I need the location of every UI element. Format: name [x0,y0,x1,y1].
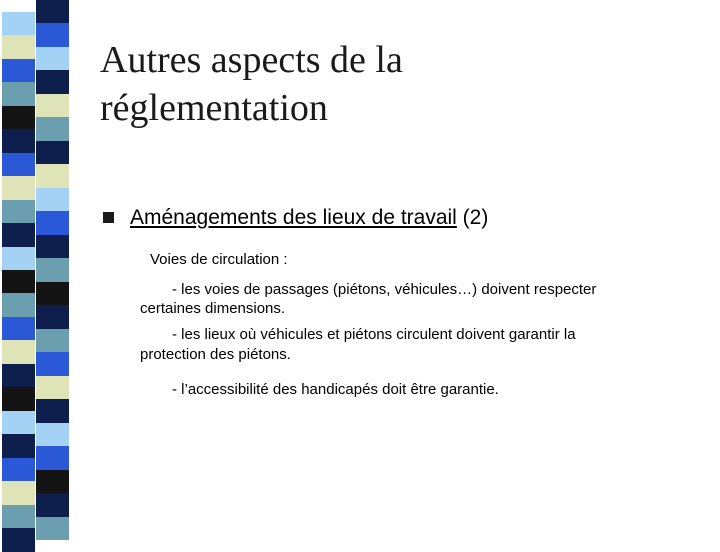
heading-suffix: (2) [456,206,489,229]
stripe-block [36,329,69,353]
stripe-block [2,434,35,458]
stripe-block [2,458,35,482]
decorative-color-stripe [0,0,74,540]
stripe-block [36,258,69,282]
stripe-block [2,270,35,294]
stripe-block [2,223,35,247]
stripe-block [36,0,69,24]
stripe-block [36,305,69,329]
stripe-block [2,387,35,411]
stripe-block [2,481,35,505]
stripe-block [2,12,35,36]
stripe-block [2,317,35,341]
stripe-block [2,340,35,364]
stripe-block [36,423,69,447]
stripe-block [36,282,69,306]
stripe-block [36,446,69,470]
slide-title-line-1: Autres aspects de la [100,39,403,81]
stripe-block [36,164,69,188]
stripe-block [2,293,35,317]
stripe-block [2,106,35,130]
stripe-block [2,129,35,153]
stripe-block [2,528,35,552]
stripe-block [36,117,69,141]
bullet-heading [130,205,488,231]
stripe-block [2,411,35,435]
stripe-block [36,376,69,400]
stripe-block [2,364,35,388]
stripe-block [36,517,69,541]
heading-underlined-text: Aménagements des lieux de travail [130,206,457,229]
body-line-1: - les voies de passages (piétons, véhicules…) doivent respecter [172,281,597,298]
stripe-block [2,247,35,271]
stripe-block [36,141,69,165]
stripe-block [2,82,35,106]
stripe-block [36,211,69,235]
stripe-block [36,94,69,118]
stripe-block [36,493,69,517]
body-line-2: certaines dimensions. [140,300,286,317]
stripe-block [2,153,35,177]
section-label: Voies de circulation : [150,251,288,268]
stripe-block [36,399,69,423]
body-line-5: - l’accessibilité des handicapés doit être garantie. [172,381,499,398]
stripe-block [2,505,35,529]
stripe-block [2,200,35,224]
body-line-3: - les lieux où véhicules et piétons circulent doivent garantir la [172,326,576,343]
stripe-block [2,59,35,83]
body-line-4: protection des piétons. [140,346,291,363]
stripe-block [2,35,35,59]
stripe-block [36,23,69,47]
square-bullet-icon [103,212,114,223]
stripe-block [36,47,69,71]
stripe-block [36,352,69,376]
stripe-block [36,470,69,494]
slide-title [100,36,660,132]
stripe-block [36,188,69,212]
stripe-block [36,235,69,259]
stripe-block [36,70,69,94]
slide-title-line-2: réglementation [100,87,328,129]
stripe-block [2,176,35,200]
